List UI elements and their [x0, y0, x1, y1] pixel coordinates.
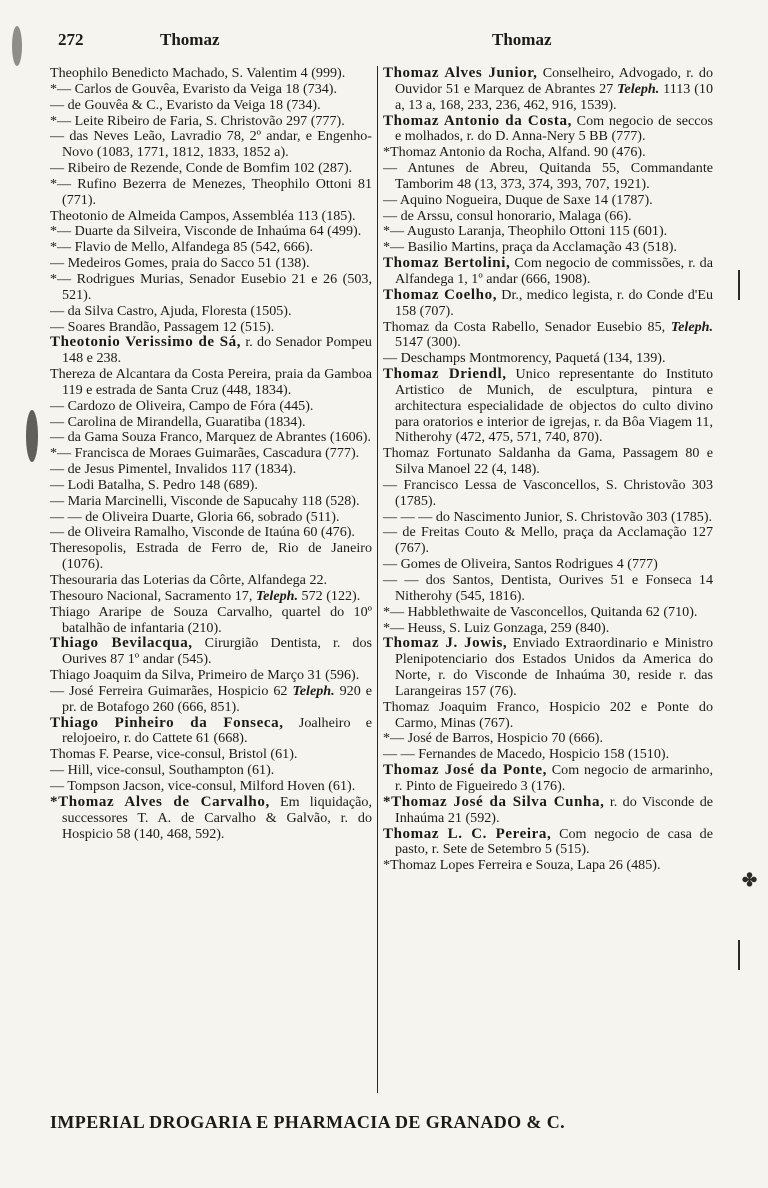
- entry-text: Theotonio de Almeida Campos, Assembléa 113 (185).: [50, 207, 356, 224]
- ink-speck: [12, 26, 22, 66]
- directory-entry: [50, 668, 372, 684]
- entry-name: *Thomaz José da Silva Cunha,: [383, 793, 605, 810]
- directory-entry: [50, 82, 372, 98]
- entry-text: — — dos Santos, Dentista, Ourives 51 e Fonseca 14 Nitherohy (545, 1816).: [383, 572, 713, 604]
- directory-entry: [383, 573, 713, 605]
- margin-mark: ✤: [742, 870, 758, 890]
- telephone-label: Teleph.: [252, 587, 299, 604]
- entry-text: Com negocio de casa de pasto, r. Sete de Setembro 5 (515).: [395, 825, 713, 858]
- entry-text-continued: 5147 (300).: [395, 334, 461, 351]
- entry-name: Thomaz J. Jowis,: [383, 635, 508, 652]
- directory-entry: [383, 747, 713, 763]
- directory-entry: [50, 573, 372, 589]
- entry-text: Thomaz Fortunato Saldanha da Gama, Passagem 80 e Silva Manoel 22 (4, 148).: [383, 445, 713, 478]
- directory-entry: [50, 98, 372, 114]
- directory-entry: [50, 304, 372, 320]
- entry-name: Thomaz L. C. Pereira,: [383, 825, 552, 842]
- entry-text: *— Carlos de Gouvêa, Evaristo da Veiga 18 (734).: [50, 80, 338, 97]
- entry-text: — Gomes de Oliveira, Santos Rodrigues 4 (777): [383, 556, 658, 573]
- entry-text: — de Oliveira Ramalho, Visconde de Itaúna 60 (476).: [50, 524, 355, 541]
- directory-entry: [50, 525, 372, 541]
- entry-name: Theotonio Verissimo de Sá,: [50, 334, 242, 351]
- directory-entry: [383, 288, 713, 320]
- directory-entry: [50, 415, 372, 431]
- directory-entry: [383, 763, 713, 795]
- column-divider: [377, 66, 378, 1093]
- entry-text-continued: 1113 (10 a, 13 a, 168, 233, 236, 462, 916, 1539).: [395, 80, 713, 113]
- entry-text: — Medeiros Gomes, praia do Sacco 51 (138).: [50, 255, 310, 272]
- entry-text-continued: 572 (122).: [298, 587, 361, 604]
- entry-text: — Maria Marcinelli, Visconde de Sapucahy 118 (528).: [50, 492, 360, 509]
- entry-text: — Ribeiro de Rezende, Conde de Bomfim 102 (287).: [50, 160, 353, 177]
- entry-text: — — — do Nascimento Junior, S. Christovão 303 (1785).: [383, 508, 713, 525]
- entry-text: Theresopolis, Estrada de Ferro de, Rio de Janeiro (1076).: [50, 540, 372, 573]
- directory-entry: [383, 161, 713, 193]
- entry-text: *— Basilio Martins, praça da Acclamação 43 (518).: [383, 239, 677, 256]
- entry-text: *— Heuss, S. Luiz Gonzaga, 259 (840).: [383, 619, 610, 636]
- left-column: [50, 66, 372, 842]
- directory-entry: [50, 209, 372, 225]
- entry-text: r. do Visconde de Inhaúma 21 (592).: [395, 793, 713, 826]
- entry-text: — Aquino Nogueira, Duque de Saxe 14 (1787).: [383, 191, 653, 208]
- entry-text: Thesouro Nacional, Sacramento 17,: [50, 587, 253, 604]
- entry-text: Thomaz Joaquim Franco, Hospicio 202 e Ponte do Carmo, Minas (767).: [383, 698, 713, 731]
- entry-text: Conselheiro, Advogado, r. do Ouvidor 51 e Marquez de Abrantes 27: [395, 65, 713, 97]
- entry-text: Unico representante do Instituto Artistico de Munich, de esculptura, pintura e architectura especialidade de objectos do culto divino para oratorios e interior de igrejas, r. da Bôa Viagem 11, Nitherohy (472, 475, 571, 740, 870).: [395, 366, 714, 446]
- directory-entry: [383, 145, 713, 161]
- directory-entry: [383, 621, 713, 637]
- directory-entry: [50, 114, 372, 130]
- entry-text: *— Flavio de Mello, Alfandega 85 (542, 666).: [50, 239, 314, 256]
- directory-entry: [50, 129, 372, 161]
- entry-text: — Carolina de Mirandella, Guaratiba (1834).: [50, 413, 306, 430]
- entry-text: Theophilo Benedicto Machado, S. Valentim 4 (999).: [50, 65, 346, 81]
- entry-name: Thomaz Coelho,: [383, 286, 498, 303]
- margin-mark: [738, 940, 740, 970]
- entry-name: Thomaz Antonio da Costa,: [383, 112, 572, 129]
- directory-entry: [383, 510, 713, 526]
- directory-entry: [50, 462, 372, 478]
- directory-entry: [383, 605, 713, 621]
- directory-entry: [50, 541, 372, 573]
- entry-text: — de Jesus Pimentel, Invalidos 117 (1834).: [50, 461, 297, 478]
- directory-entry: [50, 478, 372, 494]
- entry-text: — de Gouvêa & C., Evaristo da Veiga 18 (734).: [50, 96, 321, 113]
- directory-entry: [383, 240, 713, 256]
- entry-name: Thiago Pinheiro da Fonseca,: [50, 714, 284, 731]
- directory-entry: [50, 795, 372, 843]
- directory-entry: [50, 779, 372, 795]
- running-header-left: Thomaz: [160, 30, 220, 49]
- entry-text: — Antunes de Abreu, Quitanda 55, Commandante Tamborim 48 (13, 373, 374, 393, 707, 1921).: [383, 160, 713, 192]
- margin-mark: [738, 270, 740, 300]
- directory-entry: [383, 66, 713, 114]
- entry-text: — Soares Brandão, Passagem 12 (515).: [50, 318, 275, 335]
- entry-text: — Cardozo de Oliveira, Campo de Fóra (445).: [50, 397, 314, 414]
- entry-text: *Thomaz Antonio da Rocha, Alfand. 90 (476).: [383, 144, 646, 161]
- directory-entry: [383, 114, 713, 146]
- directory-entry: [50, 605, 372, 637]
- directory-entry: [383, 224, 713, 240]
- directory-entry: [383, 795, 713, 827]
- telephone-label: Teleph.: [665, 318, 713, 335]
- entry-text: — de Freitas Couto & Mello, praça da Acclamação 127 (767).: [383, 524, 713, 557]
- directory-entry: [383, 557, 713, 573]
- directory-entry: [383, 193, 713, 209]
- directory-entry: [50, 320, 372, 336]
- entry-text: Thomaz da Costa Rabello, Senador Eusebio 85,: [383, 318, 666, 335]
- directory-entry: [383, 256, 713, 288]
- entry-text: — Tompson Jacson, vice-consul, Milford Hoven (61).: [50, 777, 356, 794]
- page-number: 272: [58, 30, 84, 49]
- entry-text: — — Fernandes de Macedo, Hospicio 158 (1510).: [383, 746, 670, 763]
- entry-text: *— Leite Ribeiro de Faria, S. Christovão 297 (777).: [50, 112, 345, 129]
- entry-name: Thomaz José da Ponte,: [383, 762, 547, 779]
- telephone-label: Teleph.: [287, 682, 335, 699]
- entry-text: — das Neves Leão, Lavradio 78, 2º andar, e Engenho-Novo (1083, 1771, 1812, 1833, 1852 a).: [50, 128, 372, 161]
- running-header-right: Thomaz: [492, 30, 552, 49]
- directory-entry: [50, 161, 372, 177]
- directory-entry: [50, 399, 372, 415]
- directory-entry: [383, 858, 713, 874]
- directory-entry: [50, 177, 372, 209]
- entry-text: — — de Oliveira Duarte, Gloria 66, sobrado (511).: [50, 508, 340, 525]
- entry-name: *Thomaz Alves de Carvalho,: [50, 793, 270, 810]
- entry-text: *— Habblethwaite de Vasconcellos, Quitanda 62 (710).: [383, 603, 698, 620]
- directory-entry: [50, 494, 372, 510]
- ink-speck: [26, 410, 38, 462]
- directory-entry: [383, 446, 713, 478]
- entry-text: Com negocio de commissões, r. da Alfandega 1, 1º andar (666, 1908).: [395, 255, 713, 287]
- entry-text: Joalheiro e relojoeiro, r. do Cattete 61 (668).: [62, 714, 372, 747]
- entry-name: Thomaz Driendl,: [383, 366, 507, 383]
- directory-entry: [383, 525, 713, 557]
- directory-entry: [50, 636, 372, 668]
- entry-text: Com negocio de armarinho, r. Pinto de Figueiredo 3 (176).: [395, 762, 713, 794]
- entry-text: Thomas F. Pearse, vice-consul, Bristol (61).: [50, 746, 298, 763]
- directory-entry: [50, 589, 372, 605]
- directory-entry: [50, 367, 372, 399]
- directory-entry: [50, 716, 372, 748]
- entry-text: Com negocio de seccos e molhados, r. do D. Anna-Nery 5 BB (777).: [395, 112, 713, 145]
- entry-text: — Hill, vice-consul, Southampton (61).: [50, 762, 275, 779]
- entry-text-continued: 920 e pr. de Botafogo 260 (666, 851).: [62, 682, 372, 715]
- directory-entry: [50, 224, 372, 240]
- directory-entry: [50, 684, 372, 716]
- footer-advertisement: IMPERIAL DROGARIA E PHARMACIA DE GRANADO & C.: [50, 1112, 566, 1132]
- directory-entry: [50, 335, 372, 367]
- entry-name: Thomaz Alves Junior,: [383, 65, 538, 81]
- entry-name: Thomaz Bertolini,: [383, 255, 511, 272]
- right-column: [383, 66, 713, 874]
- entry-text: Em liquidação, successores T. A. de Carvalho & Galvão, r. do Hospicio 58 (140, 468, 592).: [62, 793, 372, 842]
- directory-entry: [50, 272, 372, 304]
- directory-entry: [50, 510, 372, 526]
- directory-entry: [383, 367, 713, 446]
- directory-entry: [383, 209, 713, 225]
- directory-entry: [383, 700, 713, 732]
- entry-text: *— Rufino Bezerra de Menezes, Theophilo Ottoni 81 (771).: [50, 175, 372, 208]
- directory-entry: [50, 66, 372, 82]
- entry-text: Dr., medico legista, r. do Conde d'Eu 158 (707).: [395, 286, 713, 319]
- directory-entry: [50, 240, 372, 256]
- directory-entry: [50, 430, 372, 446]
- entry-name: Thiago Bevilacqua,: [50, 635, 193, 652]
- directory-entry: [50, 763, 372, 779]
- directory-entry: [383, 636, 713, 699]
- directory-entry: [383, 320, 713, 352]
- directory-entry: [50, 256, 372, 272]
- entry-text: — José Ferreira Guimarães, Hospicio 62: [50, 682, 288, 699]
- directory-entry: [383, 827, 713, 859]
- directory-entry: [383, 478, 713, 510]
- entry-text: — Francisco Lessa de Vasconcellos, S. Christovão 303 (1785).: [383, 476, 713, 509]
- entry-text: *— Francisca de Moraes Guimarães, Cascadura (777).: [50, 445, 360, 462]
- entry-text: — de Arssu, consul honorario, Malaga (66).: [383, 207, 632, 224]
- entry-text: *Thomaz Lopes Ferreira e Souza, Lapa 26 (485).: [383, 857, 661, 874]
- entry-text: — da Silva Castro, Ajuda, Floresta (1505).: [50, 302, 292, 319]
- telephone-label: Teleph.: [613, 80, 660, 97]
- entry-text: *— Duarte da Silveira, Visconde de Inhaúma 64 (499).: [50, 223, 362, 240]
- entry-text: *— José de Barros, Hospicio 70 (666).: [383, 730, 603, 747]
- directory-entry: [50, 446, 372, 462]
- directory-entry: [383, 731, 713, 747]
- directory-entry: [383, 351, 713, 367]
- entry-text: Thiago Joaquim da Silva, Primeiro de Março 31 (596).: [50, 667, 360, 684]
- directory-entry: [50, 747, 372, 763]
- entry-text: Enviado Extraordinario e Ministro Plenipotenciario dos Estados Unidos da America do Norte, r. do Visconde de Inhaúma 30, reside r. das Larangeiras 157 (76).: [395, 635, 713, 699]
- entry-text: r. do Senador Pompeu 148 e 238.: [62, 334, 372, 367]
- entry-text: Thereza de Alcantara da Costa Pereira, praia da Gamboa 119 e estrada de Santa Cruz (448, 1834).: [50, 366, 372, 398]
- entry-text: *— Augusto Laranja, Theophilo Ottoni 115 (601).: [383, 223, 668, 240]
- entry-text: — Deschamps Montmorency, Paquetá (134, 139).: [383, 350, 666, 367]
- entry-text: Cirurgião Dentista, r. dos Ourives 87 1º andar (545).: [62, 635, 372, 668]
- entry-text: — Lodi Batalha, S. Pedro 148 (689).: [50, 476, 258, 493]
- entry-text: Thiago Araripe de Souza Carvalho, quartel do 10º batalhão de infantaria (210).: [50, 603, 372, 636]
- entry-text: *— Rodrigues Murias, Senador Eusebio 21 e 26 (503, 521).: [50, 270, 372, 303]
- entry-text: — da Gama Souza Franco, Marquez de Abrantes (1606).: [50, 429, 371, 446]
- entry-text: Thesouraria das Loterias da Côrte, Alfandega 22.: [50, 572, 328, 588]
